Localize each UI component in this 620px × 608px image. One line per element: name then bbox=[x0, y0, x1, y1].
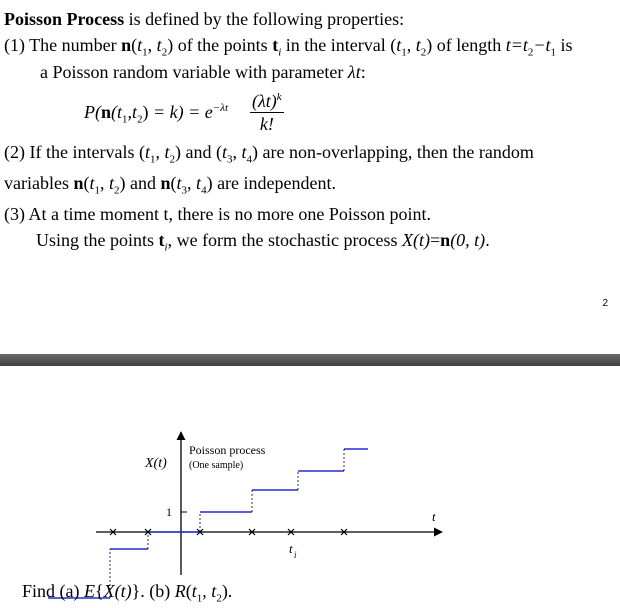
find-r1: t bbox=[191, 581, 197, 601]
p2b-a2: t bbox=[109, 173, 115, 193]
property-3-line: (3) At a time moment t, there is no more one Poisson point. bbox=[4, 204, 431, 224]
p2a-tail: ) are non-overlapping, then the random bbox=[252, 142, 534, 162]
p1-iclose: ) of length bbox=[426, 35, 506, 55]
p2a-lead: (2) If the intervals ( bbox=[4, 142, 145, 162]
formula-eq: = k) = e bbox=[148, 102, 213, 122]
p2a-t4: t bbox=[241, 142, 247, 162]
p1-num: (1) The number bbox=[4, 35, 122, 55]
p3b-lead: Using the points bbox=[36, 230, 159, 250]
p1-is: is bbox=[556, 35, 573, 55]
step-function bbox=[48, 449, 368, 598]
p2b-b1: t bbox=[176, 173, 182, 193]
find-E: E bbox=[84, 581, 95, 601]
p2b-bs1: 3 bbox=[181, 184, 188, 197]
find-rc: , bbox=[202, 581, 212, 601]
p1-close: ) bbox=[167, 35, 174, 55]
formula-close: ) bbox=[142, 102, 149, 122]
formula-sub1: 1 bbox=[122, 113, 128, 126]
p1-t1sub: 1 bbox=[142, 46, 148, 59]
p1-ti: t bbox=[272, 35, 279, 55]
find-Ropen: ( bbox=[185, 581, 192, 601]
find-b: (b) bbox=[144, 581, 175, 601]
p2a-c2: , bbox=[232, 142, 242, 162]
find-X: X bbox=[103, 581, 115, 601]
legend-title: Poisson process bbox=[189, 443, 266, 457]
p2b-b2: t bbox=[196, 173, 202, 193]
p1-it2: t bbox=[415, 35, 421, 55]
formula-exp: −λt bbox=[212, 102, 229, 114]
ti-sub: i bbox=[294, 550, 297, 560]
p2b-n2: n bbox=[160, 173, 171, 193]
p2a-t3: t bbox=[221, 142, 227, 162]
p2b-and: and bbox=[125, 173, 161, 193]
p2a-t1: t bbox=[144, 142, 150, 162]
formula-sub2: 2 bbox=[137, 113, 143, 126]
p1-t2: t bbox=[156, 35, 162, 55]
title-bold: Poisson Process bbox=[4, 9, 125, 29]
fraction-num-exp: k bbox=[276, 91, 282, 103]
p3b-end: . bbox=[485, 230, 490, 250]
p2b-args1-open: ( bbox=[83, 173, 90, 193]
p1-open: ( bbox=[131, 35, 138, 55]
p2a-t2: t bbox=[164, 142, 170, 162]
find-rs2: 2 bbox=[216, 592, 222, 605]
p2a-s2: 2 bbox=[169, 153, 175, 166]
find-Rclose: ). bbox=[221, 581, 233, 601]
find-open: { bbox=[95, 581, 104, 601]
p2b-bc1: , bbox=[187, 173, 197, 193]
p2b-n1: n bbox=[73, 173, 84, 193]
find-arg: (t) bbox=[114, 581, 132, 601]
tick-one-label: 1 bbox=[166, 505, 172, 519]
p1-in-interval: in the interval ( bbox=[281, 35, 397, 55]
p1b-colon: : bbox=[360, 62, 366, 82]
p1-tisub: i bbox=[278, 46, 282, 59]
p1-minus: −t bbox=[533, 35, 551, 55]
p2a-c1: , bbox=[155, 142, 165, 162]
p2b-bs2: 4 bbox=[201, 184, 207, 197]
p1-comma: , bbox=[147, 35, 157, 55]
p2b-as1: 1 bbox=[94, 184, 100, 197]
p1-icomma: , bbox=[406, 35, 416, 55]
find-R: R bbox=[174, 581, 186, 601]
p3b-Xarg: (t) bbox=[413, 230, 431, 250]
p3b-n: n bbox=[440, 230, 451, 250]
p3b-mid: , we form the stochastic process bbox=[167, 230, 403, 250]
p2a-s4: 4 bbox=[246, 153, 252, 166]
find-rs1: 1 bbox=[196, 592, 203, 605]
p1-n: n bbox=[121, 35, 132, 55]
p1-teq: t=t bbox=[505, 35, 528, 55]
p1-minussub1: 1 bbox=[550, 46, 557, 59]
p1-it2sub: 2 bbox=[420, 46, 427, 59]
p2b-args1-close: ) bbox=[119, 173, 126, 193]
p1-t2sub: 2 bbox=[161, 46, 168, 59]
p1-it1sub: 1 bbox=[401, 46, 407, 59]
p2b-tail: are independent. bbox=[212, 173, 337, 193]
p1-t1: t bbox=[137, 35, 143, 55]
p3b-t: t bbox=[158, 230, 165, 250]
legend-subtitle: (One sample) bbox=[189, 460, 244, 471]
p2a-s1: 1 bbox=[149, 153, 156, 166]
ti-label: t bbox=[289, 541, 293, 556]
find-close: }. bbox=[131, 581, 145, 601]
p3b-eq: = bbox=[430, 230, 441, 250]
p1-teqsub2: 2 bbox=[527, 46, 534, 59]
formula-comma: ,t bbox=[127, 102, 138, 122]
p1b-text: a Poisson random variable with parameter bbox=[40, 62, 348, 82]
p2b-args2-open: ( bbox=[170, 173, 177, 193]
p2b-args2-close: ) bbox=[206, 173, 213, 193]
p2b-a1: t bbox=[89, 173, 95, 193]
fraction-denominator: k! bbox=[259, 114, 274, 134]
p3b-nargs: (0, t) bbox=[450, 230, 486, 250]
slide-number: 2 bbox=[602, 298, 608, 309]
p3b-tsub: i bbox=[164, 241, 168, 254]
p3b-X: X bbox=[402, 230, 414, 250]
p2a-mid: ) and ( bbox=[174, 142, 222, 162]
p2b-ac1: , bbox=[100, 173, 109, 193]
p2b-lead: variables bbox=[4, 173, 74, 193]
fraction-numerator: (λt) bbox=[252, 91, 277, 111]
find-lead: Find (a) bbox=[22, 581, 84, 601]
title-rest: is defined by the following properties: bbox=[124, 9, 405, 29]
find-r2: t bbox=[211, 581, 217, 601]
formula-P: P( bbox=[84, 102, 101, 122]
x-axis-label: t bbox=[432, 509, 436, 524]
p2b-as2: 2 bbox=[114, 184, 120, 197]
formula-n: n bbox=[101, 102, 112, 122]
p2a-s3: 3 bbox=[226, 153, 233, 166]
formula-args: (t bbox=[111, 102, 123, 122]
question-line bbox=[22, 580, 233, 605]
p1-mid: of the points bbox=[173, 35, 273, 55]
p1-it1: t bbox=[396, 35, 402, 55]
y-axis-label: X(t) bbox=[145, 456, 167, 471]
p1b-param: λt bbox=[347, 62, 361, 82]
